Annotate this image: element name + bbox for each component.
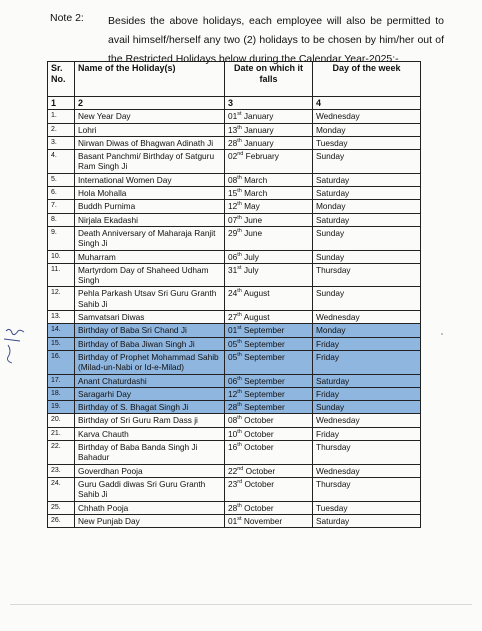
row-serial: 12. bbox=[48, 287, 75, 311]
date-day: 06 bbox=[228, 251, 238, 262]
date-day: 29 bbox=[228, 227, 238, 238]
table-row bbox=[48, 427, 421, 440]
holiday-name: New Punjab Day bbox=[75, 514, 225, 527]
date-day: 12 bbox=[228, 388, 238, 399]
table-row bbox=[48, 200, 421, 213]
date-day: 01 bbox=[228, 111, 238, 122]
row-serial: 6. bbox=[48, 187, 75, 200]
row-serial: 4. bbox=[48, 150, 75, 174]
date-suffix: th bbox=[237, 338, 242, 345]
holiday-date bbox=[225, 226, 313, 250]
handwritten-margin-note bbox=[0, 325, 28, 365]
date-day: 08 bbox=[228, 415, 238, 426]
date-suffix: th bbox=[237, 228, 242, 235]
col-number: 4 bbox=[313, 97, 421, 110]
day-of-week: Sunday bbox=[313, 287, 421, 311]
date-suffix: th bbox=[237, 442, 242, 449]
date-day: 28 bbox=[228, 137, 238, 148]
table-row bbox=[48, 311, 421, 324]
table-row bbox=[48, 350, 421, 374]
date-day: 24 bbox=[228, 288, 238, 299]
date-suffix: th bbox=[237, 389, 242, 396]
holiday-date bbox=[225, 110, 313, 123]
holiday-date bbox=[225, 477, 313, 501]
holiday-name: Basant Panchmi/ Birthday of Satguru Ram Singh Ji bbox=[75, 150, 225, 174]
date-suffix: th bbox=[237, 124, 242, 131]
date-month: August bbox=[243, 312, 270, 323]
date-month: November bbox=[243, 515, 283, 526]
day-of-week: Tuesday bbox=[313, 136, 421, 149]
date-day: 12 bbox=[228, 201, 238, 212]
day-of-week: Sunday bbox=[313, 250, 421, 263]
date-day: 23 bbox=[228, 478, 238, 489]
date-month: October bbox=[244, 478, 274, 489]
restricted-holidays-table bbox=[47, 61, 421, 528]
day-of-week: Wednesday bbox=[313, 110, 421, 123]
date-day: 22 bbox=[228, 465, 238, 476]
day-of-week: Saturday bbox=[313, 514, 421, 527]
holiday-date bbox=[225, 213, 313, 226]
holiday-date bbox=[225, 427, 313, 440]
holiday-date bbox=[225, 136, 313, 149]
table-row bbox=[48, 464, 421, 477]
date-suffix: nd bbox=[237, 465, 244, 472]
date-month: March bbox=[244, 188, 268, 199]
holiday-date bbox=[225, 187, 313, 200]
holiday-date bbox=[225, 441, 313, 465]
date-day: 01 bbox=[228, 325, 238, 336]
table-row bbox=[48, 136, 421, 149]
holiday-name: Hola Mohalla bbox=[75, 187, 225, 200]
date-day: 05 bbox=[228, 351, 238, 362]
holiday-name: Buddh Purnima bbox=[75, 200, 225, 213]
column-number-row bbox=[48, 97, 421, 110]
date-suffix: th bbox=[237, 402, 242, 409]
date-month: September bbox=[244, 402, 285, 413]
holiday-name: Martyrdom Day of Shaheed Udham Singh bbox=[75, 263, 225, 287]
date-suffix: th bbox=[237, 201, 242, 208]
table-row bbox=[48, 401, 421, 414]
col-number: 1 bbox=[48, 97, 75, 110]
date-month: September bbox=[244, 338, 285, 349]
date-suffix: th bbox=[237, 175, 242, 182]
date-suffix: th bbox=[237, 214, 242, 221]
row-serial: 20. bbox=[48, 414, 75, 427]
holiday-name: Chhath Pooja bbox=[75, 501, 225, 514]
holiday-date bbox=[225, 173, 313, 186]
holiday-name: Birthday of Baba Banda Singh Ji Bahadur bbox=[75, 441, 225, 465]
day-of-week: Monday bbox=[313, 324, 421, 337]
date-day: 16 bbox=[228, 442, 238, 453]
table-body bbox=[48, 110, 421, 528]
date-day: 05 bbox=[228, 338, 238, 349]
date-day: 15 bbox=[228, 188, 238, 199]
day-of-week: Sunday bbox=[313, 401, 421, 414]
table-row bbox=[48, 324, 421, 337]
holiday-name: Guru Gaddi diwas Sri Guru Granth Sahib Ji bbox=[75, 477, 225, 501]
date-month: August bbox=[243, 288, 270, 299]
col-number: 3 bbox=[225, 97, 313, 110]
date-month: September bbox=[244, 388, 285, 399]
date-suffix: th bbox=[237, 415, 242, 422]
holiday-name: Lohri bbox=[75, 123, 225, 136]
date-day: 10 bbox=[228, 428, 238, 439]
holiday-date bbox=[225, 350, 313, 374]
date-month: June bbox=[244, 214, 263, 225]
row-serial: 8. bbox=[48, 213, 75, 226]
day-of-week: Friday bbox=[313, 387, 421, 400]
holiday-name: Birthday of Sri Guru Ram Dass ji bbox=[75, 414, 225, 427]
table-row bbox=[48, 226, 421, 250]
day-of-week: Wednesday bbox=[313, 311, 421, 324]
holiday-date bbox=[225, 263, 313, 287]
date-suffix: st bbox=[237, 265, 242, 272]
holiday-name: Muharram bbox=[75, 250, 225, 263]
day-of-week: Monday bbox=[313, 123, 421, 136]
date-suffix: st bbox=[237, 516, 242, 523]
row-serial: 21. bbox=[48, 427, 75, 440]
table-row bbox=[48, 250, 421, 263]
holiday-name: International Women Day bbox=[75, 173, 225, 186]
date-day: 06 bbox=[228, 375, 238, 386]
date-month: October bbox=[244, 502, 274, 513]
holiday-date bbox=[225, 287, 313, 311]
table-row bbox=[48, 477, 421, 501]
day-of-week: Saturday bbox=[313, 374, 421, 387]
row-serial: 16. bbox=[48, 350, 75, 374]
date-suffix: th bbox=[237, 138, 242, 145]
row-serial: 14. bbox=[48, 324, 75, 337]
table-row bbox=[48, 187, 421, 200]
table-row bbox=[48, 150, 421, 174]
header-date: Date on which it falls bbox=[225, 62, 313, 97]
table-header-row bbox=[48, 62, 421, 97]
date-month: June bbox=[244, 227, 263, 238]
table-row bbox=[48, 173, 421, 186]
row-serial: 17. bbox=[48, 374, 75, 387]
date-day: 31 bbox=[228, 264, 238, 275]
date-suffix: th bbox=[237, 188, 242, 195]
table-row bbox=[48, 213, 421, 226]
date-day: 02 bbox=[228, 151, 238, 162]
table-row bbox=[48, 110, 421, 123]
day-of-week: Monday bbox=[313, 200, 421, 213]
date-suffix: st bbox=[237, 325, 242, 332]
day-of-week: Sunday bbox=[313, 150, 421, 174]
holiday-date bbox=[225, 501, 313, 514]
date-month: September bbox=[244, 351, 285, 362]
date-suffix: nd bbox=[237, 151, 244, 158]
holiday-name: Karva Chauth bbox=[75, 427, 225, 440]
day-of-week: Saturday bbox=[313, 213, 421, 226]
day-of-week: Thursday bbox=[313, 441, 421, 465]
header-day: Day of the week bbox=[313, 62, 421, 97]
date-suffix: rd bbox=[237, 479, 243, 486]
holiday-name: Nirwan Diwas of Bhagwan Adinath Ji bbox=[75, 136, 225, 149]
table-row bbox=[48, 441, 421, 465]
day-of-week: Friday bbox=[313, 337, 421, 350]
page-edge bbox=[10, 604, 472, 605]
header-name: Name of the Holiday(s) bbox=[75, 62, 225, 97]
day-of-week: Tuesday bbox=[313, 501, 421, 514]
page-speck bbox=[441, 333, 443, 335]
holiday-name: Death Anniversary of Maharaja Ranjit Singh Ji bbox=[75, 226, 225, 250]
table-row bbox=[48, 387, 421, 400]
row-serial: 2. bbox=[48, 123, 75, 136]
row-serial: 26. bbox=[48, 514, 75, 527]
date-suffix: th bbox=[237, 288, 242, 295]
row-serial: 18. bbox=[48, 387, 75, 400]
row-serial: 11. bbox=[48, 263, 75, 287]
holiday-date bbox=[225, 200, 313, 213]
row-serial: 5. bbox=[48, 173, 75, 186]
date-month: September bbox=[244, 375, 285, 386]
holiday-date bbox=[225, 324, 313, 337]
date-month: July bbox=[243, 264, 259, 275]
holiday-date bbox=[225, 374, 313, 387]
table-row bbox=[48, 414, 421, 427]
date-suffix: th bbox=[237, 375, 242, 382]
holiday-date bbox=[225, 150, 313, 174]
holiday-name: Goverdhan Pooja bbox=[75, 464, 225, 477]
holiday-name: New Year Day bbox=[75, 110, 225, 123]
holiday-name: Saragarhi Day bbox=[75, 387, 225, 400]
date-day: 01 bbox=[228, 515, 238, 526]
holiday-name: Birthday of S. Bhagat Singh Ji bbox=[75, 401, 225, 414]
date-month: October bbox=[245, 465, 276, 476]
note-text: Besides the above holidays, each employee will also be permitted to avail himself/herself any two (2) holidays to be chosen by him/her out of the Restricted Holidays below during the Calendar Year-2025:- bbox=[108, 15, 444, 65]
table-row bbox=[48, 374, 421, 387]
holiday-date bbox=[225, 464, 313, 477]
day-of-week: Wednesday bbox=[313, 464, 421, 477]
table-row bbox=[48, 123, 421, 136]
date-suffix: th bbox=[237, 251, 242, 258]
date-day: 13 bbox=[228, 124, 238, 135]
row-serial: 9. bbox=[48, 226, 75, 250]
row-serial: 24. bbox=[48, 477, 75, 501]
day-of-week: Saturday bbox=[313, 187, 421, 200]
table-row bbox=[48, 287, 421, 311]
table-row bbox=[48, 337, 421, 350]
day-of-week: Thursday bbox=[313, 477, 421, 501]
holiday-name: Birthday of Prophet Mohammad Sahib (Milad-un-Nabi or Id-e-Milad) bbox=[75, 350, 225, 374]
day-of-week: Sunday bbox=[313, 226, 421, 250]
row-serial: 10. bbox=[48, 250, 75, 263]
holiday-date bbox=[225, 514, 313, 527]
row-serial: 13. bbox=[48, 311, 75, 324]
date-day: 28 bbox=[228, 402, 238, 413]
row-serial: 19. bbox=[48, 401, 75, 414]
holiday-name: Anant Chaturdashi bbox=[75, 374, 225, 387]
day-of-week: Saturday bbox=[313, 173, 421, 186]
date-month: October bbox=[244, 428, 274, 439]
row-serial: 1. bbox=[48, 110, 75, 123]
date-month: February bbox=[245, 151, 279, 162]
row-serial: 25. bbox=[48, 501, 75, 514]
holiday-name: Birthday of Baba Sri Chand Ji bbox=[75, 324, 225, 337]
row-serial: 23. bbox=[48, 464, 75, 477]
date-suffix: th bbox=[237, 502, 242, 509]
date-month: May bbox=[244, 201, 260, 212]
date-month: October bbox=[244, 415, 274, 426]
holiday-date bbox=[225, 250, 313, 263]
date-day: 27 bbox=[228, 312, 238, 323]
table-row bbox=[48, 501, 421, 514]
row-serial: 15. bbox=[48, 337, 75, 350]
holiday-date bbox=[225, 311, 313, 324]
row-serial: 7. bbox=[48, 200, 75, 213]
day-of-week: Thursday bbox=[313, 263, 421, 287]
note-label: Note 2: bbox=[50, 12, 84, 24]
date-suffix: th bbox=[237, 312, 242, 319]
table-row bbox=[48, 514, 421, 527]
date-suffix: th bbox=[237, 428, 242, 435]
date-month: January bbox=[243, 111, 274, 122]
holiday-date bbox=[225, 401, 313, 414]
date-day: 28 bbox=[228, 502, 238, 513]
holiday-name: Samvatsari Diwas bbox=[75, 311, 225, 324]
date-month: January bbox=[244, 137, 274, 148]
date-month: September bbox=[243, 325, 285, 336]
col-number: 2 bbox=[75, 97, 225, 110]
day-of-week: Wednesday bbox=[313, 414, 421, 427]
date-month: October bbox=[244, 442, 274, 453]
holiday-name: Birthday of Baba Jiwan Singh Ji bbox=[75, 337, 225, 350]
holiday-date bbox=[225, 414, 313, 427]
holiday-date bbox=[225, 387, 313, 400]
day-of-week: Friday bbox=[313, 350, 421, 374]
row-serial: 22. bbox=[48, 441, 75, 465]
holiday-date bbox=[225, 337, 313, 350]
date-suffix: th bbox=[237, 352, 242, 359]
date-month: March bbox=[244, 174, 268, 185]
row-serial: 3. bbox=[48, 136, 75, 149]
date-month: July bbox=[244, 251, 259, 262]
holiday-name: Nirjala Ekadashi bbox=[75, 213, 225, 226]
date-day: 07 bbox=[228, 214, 238, 225]
date-month: January bbox=[244, 124, 274, 135]
holiday-date bbox=[225, 123, 313, 136]
holiday-name: Pehla Parkash Utsav Sri Guru Granth Sahib Ji bbox=[75, 287, 225, 311]
table-row bbox=[48, 263, 421, 287]
day-of-week: Friday bbox=[313, 427, 421, 440]
date-day: 08 bbox=[228, 174, 238, 185]
header-sr: Sr. No. bbox=[48, 62, 75, 97]
date-suffix: st bbox=[237, 111, 242, 118]
